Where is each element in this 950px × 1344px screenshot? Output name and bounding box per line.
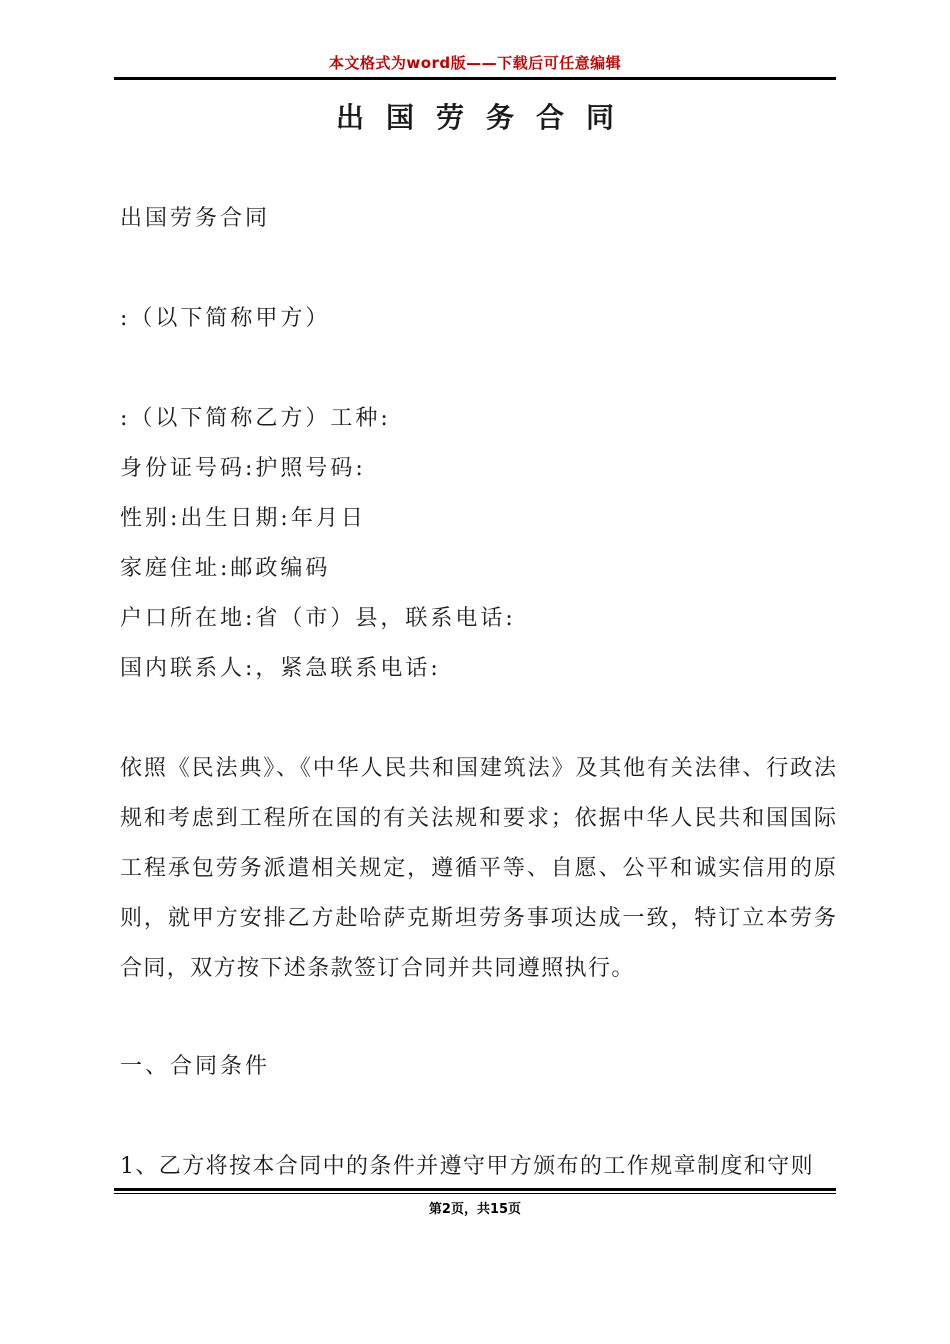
intro-paragraph-line: 则，就甲方安排乙方赴哈萨克斯坦劳务事项达成一致，特订立本劳务 bbox=[120, 906, 836, 931]
intro-paragraph-line: 合同，双方按下述条款签订合同并共同遵照执行。 bbox=[120, 956, 635, 981]
header-note: 本文格式为word版——下载后可任意编辑 bbox=[328, 54, 622, 72]
intro-paragraph-line: 工程承包劳务派遣相关规定，遵循平等、自愿、公平和诚实信用的原 bbox=[120, 856, 836, 881]
intro-paragraph-line: 依照《民法典》、《中华人民共和国建筑法》及其他有关法律、行政法 bbox=[120, 756, 836, 781]
contract-heading: 出国劳务合同 bbox=[120, 206, 271, 231]
party-b-line: :（以下简称乙方）工种: bbox=[120, 406, 391, 431]
party-a-line: :（以下简称甲方） bbox=[120, 306, 331, 331]
address-line: 家庭住址:邮政编码 bbox=[120, 556, 331, 581]
document-title: 出国劳务合同 bbox=[335, 101, 636, 134]
header-rule bbox=[114, 77, 836, 80]
gender-birth-line: 性别:出生日期:年月日 bbox=[120, 506, 366, 531]
section-heading: 一、合同条件 bbox=[120, 1054, 271, 1079]
footer-rule-thin bbox=[114, 1193, 836, 1194]
contact-line: 国内联系人:，紧急联系电话: bbox=[120, 656, 441, 681]
intro-paragraph bbox=[120, 754, 836, 1004]
footer-rule-thick bbox=[114, 1188, 836, 1191]
hukou-line: 户口所在地:省（市）县，联系电话: bbox=[120, 606, 516, 631]
intro-paragraph-line: 规和考虑到工程所在国的有关法规和要求；依据中华人民共和国国际 bbox=[120, 806, 836, 831]
clause-1: 1、乙方将按本合同中的条件并遵守甲方颁布的工作规章制度和守则 bbox=[120, 1154, 814, 1179]
id-numbers-line: 身份证号码:护照号码: bbox=[120, 456, 366, 481]
page-number: 第2页，共15页 bbox=[428, 1202, 522, 1217]
